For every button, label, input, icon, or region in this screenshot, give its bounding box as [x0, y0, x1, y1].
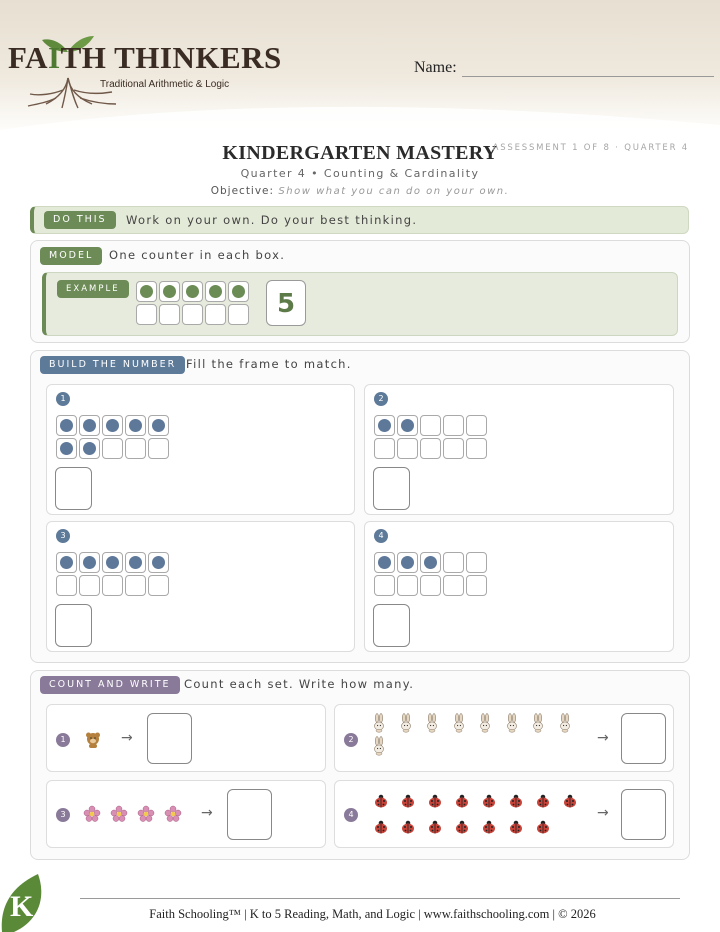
ten-frame-cell[interactable] [136, 281, 157, 302]
counter-dot [83, 556, 96, 569]
arrow-icon: → [121, 730, 133, 746]
ten-frame-cell[interactable] [420, 552, 441, 573]
count-card-4 [334, 780, 674, 848]
counter-dot [424, 556, 437, 569]
ten-frame-cell[interactable] [148, 575, 169, 596]
ten-frame[interactable] [374, 415, 487, 459]
flower-icon [164, 805, 191, 828]
count-pill: COUNT AND WRITE [40, 676, 180, 694]
item-number: 1 [56, 733, 70, 747]
bunny-icon [506, 713, 533, 736]
ladybug-icon [454, 819, 481, 845]
answer-box[interactable] [621, 789, 666, 840]
ten-frame-cell[interactable] [125, 552, 146, 573]
ten-frame-cell[interactable] [182, 304, 203, 325]
ten-frame-cell[interactable] [228, 281, 249, 302]
ten-frame-cell[interactable] [182, 281, 203, 302]
ten-frame-cell[interactable] [443, 552, 464, 573]
count-card-3 [46, 780, 326, 848]
ten-frame-cell[interactable] [102, 415, 123, 436]
answer-box[interactable] [55, 467, 92, 510]
example-ten-frame [136, 281, 249, 325]
ten-frame[interactable] [56, 415, 169, 459]
answer-box[interactable] [621, 713, 666, 764]
counter-dot [378, 419, 391, 432]
counter-dot [60, 442, 73, 455]
ten-frame-cell[interactable] [374, 415, 395, 436]
ten-frame-cell[interactable] [148, 552, 169, 573]
build-text: Fill the frame to match. [186, 357, 352, 371]
ten-frame-cell[interactable] [443, 415, 464, 436]
ladybug-icon [373, 819, 400, 845]
ten-frame-cell[interactable] [205, 281, 226, 302]
ten-frame[interactable] [56, 552, 169, 596]
brand-tagline: Traditional Arithmetic & Logic [100, 79, 230, 90]
ladybug-icon [454, 793, 481, 819]
ten-frame-cell[interactable] [56, 415, 77, 436]
name-label: Name: [414, 59, 457, 76]
counter-dot [232, 285, 245, 298]
ten-frame-cell[interactable] [159, 281, 180, 302]
arrow-icon: → [201, 805, 213, 821]
counter-dot [83, 442, 96, 455]
build-card-1 [46, 384, 355, 515]
model-text: One counter in each box. [109, 248, 286, 262]
counter-dot [129, 556, 142, 569]
do-this-pill: DO THIS [44, 211, 116, 229]
counter-dot [106, 419, 119, 432]
page-title: KINDERGARTEN MASTERY [222, 142, 498, 164]
counter-dot [152, 419, 165, 432]
ladybug-icon [373, 793, 400, 819]
flower-icon [110, 805, 137, 828]
ten-frame-cell[interactable] [56, 575, 77, 596]
ten-frame-cell[interactable] [228, 304, 249, 325]
ten-frame-cell[interactable] [466, 552, 487, 573]
example-pill: EXAMPLE [57, 280, 129, 298]
counter-dot [401, 419, 414, 432]
ten-frame-cell[interactable] [374, 552, 395, 573]
ten-frame-cell[interactable] [466, 415, 487, 436]
build-pill: BUILD THE NUMBER [40, 356, 185, 374]
ten-frame-cell[interactable] [79, 415, 100, 436]
counter-dot [152, 556, 165, 569]
assessment-label: ASSESSMENT 1 OF 8 · QUARTER 4 [492, 143, 689, 153]
ten-frame-cell[interactable] [420, 415, 441, 436]
item-number: 1 [56, 392, 70, 406]
objective-line [0, 185, 720, 197]
ladybug-icon [481, 819, 508, 845]
ladybug-icon [400, 819, 427, 845]
item-number: 2 [344, 733, 358, 747]
arrow-icon: → [597, 730, 609, 746]
object-set [373, 793, 597, 845]
count-text: Count each set. Write how many. [184, 677, 415, 691]
counter-dot [378, 556, 391, 569]
answer-box[interactable] [227, 789, 272, 840]
model-pill: MODEL [40, 247, 102, 265]
answer-box[interactable] [373, 467, 410, 510]
counter-dot [83, 419, 96, 432]
ten-frame-cell[interactable] [159, 304, 180, 325]
ten-frame-cell[interactable] [79, 552, 100, 573]
teddy-bear-icon [85, 731, 112, 754]
ladybug-icon [481, 793, 508, 819]
ten-frame-cell[interactable] [56, 438, 77, 459]
build-card-3 [46, 521, 355, 652]
object-set [373, 713, 597, 759]
bunny-icon [373, 736, 400, 759]
object-set [83, 805, 203, 828]
ladybug-icon [400, 793, 427, 819]
ten-frame-cell[interactable] [443, 575, 464, 596]
objective-text: Show what you can do on your own. [278, 186, 510, 197]
ten-frame-cell[interactable] [397, 415, 418, 436]
objective-label: Objective: [210, 185, 275, 197]
bunny-icon [400, 713, 427, 736]
counter-dot [106, 556, 119, 569]
bunny-icon [373, 713, 400, 736]
ladybug-icon [562, 793, 589, 819]
count-card-1 [46, 704, 326, 772]
ten-frame-cell[interactable] [56, 552, 77, 573]
ten-frame-cell[interactable] [397, 552, 418, 573]
ten-frame-cell[interactable] [420, 575, 441, 596]
ten-frame-cell[interactable] [125, 438, 146, 459]
item-number: 4 [374, 529, 388, 543]
ten-frame-cell[interactable] [148, 438, 169, 459]
item-number: 3 [56, 808, 70, 822]
page-subtitle: Quarter 4 • Counting & Cardinality [240, 167, 480, 180]
ten-frame-cell[interactable] [397, 575, 418, 596]
footer-divider [80, 898, 680, 899]
answer-box[interactable] [147, 713, 192, 764]
ten-frame-cell[interactable] [102, 552, 123, 573]
bunny-icon [453, 713, 480, 736]
ten-frame-cell[interactable] [79, 575, 100, 596]
ten-frame-cell[interactable] [466, 575, 487, 596]
counter-dot [129, 419, 142, 432]
object-set [85, 731, 145, 754]
ten-frame-cell[interactable] [148, 415, 169, 436]
count-card-2 [334, 704, 674, 772]
counter-dot [140, 285, 153, 298]
flower-icon [83, 805, 110, 828]
footer-text: Faith Schooling™ | K to 5 Reading, Math, and Logic | www.faithschooling.com | © 2026 [149, 907, 596, 921]
build-card-2 [364, 384, 674, 515]
example-box [42, 272, 678, 336]
bunny-icon [559, 713, 586, 736]
footer-logo-icon [0, 870, 52, 932]
example-answer: 5 [266, 280, 306, 326]
ladybug-icon [427, 819, 454, 845]
bunny-icon [479, 713, 506, 736]
ten-frame-cell[interactable] [125, 415, 146, 436]
counter-dot [60, 556, 73, 569]
ten-frame-cell[interactable] [136, 304, 157, 325]
flower-icon [137, 805, 164, 828]
ten-frame-cell[interactable] [102, 438, 123, 459]
counter-dot [163, 285, 176, 298]
counter-dot [60, 419, 73, 432]
item-number: 3 [56, 529, 70, 543]
counter-dot [209, 285, 222, 298]
ten-frame-cell[interactable] [420, 438, 441, 459]
ladybug-icon [535, 819, 562, 845]
ten-frame-cell[interactable] [102, 575, 123, 596]
name-field[interactable] [462, 76, 714, 77]
ten-frame[interactable] [374, 552, 487, 596]
do-this-text: Work on your own. Do your best thinking. [126, 213, 418, 227]
ten-frame-cell[interactable] [374, 575, 395, 596]
build-card-4 [364, 521, 674, 652]
item-number: 2 [374, 392, 388, 406]
bunny-icon [532, 713, 559, 736]
ladybug-icon [508, 819, 535, 845]
ladybug-icon [535, 793, 562, 819]
ten-frame-cell[interactable] [466, 438, 487, 459]
ten-frame-cell[interactable] [443, 438, 464, 459]
counter-dot [186, 285, 199, 298]
svg-text:K: K [10, 890, 34, 923]
do-this-banner [30, 206, 689, 234]
ten-frame-cell[interactable] [397, 438, 418, 459]
ten-frame-cell[interactable] [374, 438, 395, 459]
bunny-icon [426, 713, 453, 736]
ten-frame-cell[interactable] [79, 438, 100, 459]
answer-box[interactable] [55, 604, 92, 647]
item-number: 4 [344, 808, 358, 822]
ten-frame-cell[interactable] [125, 575, 146, 596]
arrow-icon: → [597, 805, 609, 821]
answer-box[interactable] [373, 604, 410, 647]
ladybug-icon [427, 793, 454, 819]
ladybug-icon [508, 793, 535, 819]
ten-frame-cell[interactable] [205, 304, 226, 325]
brand-logo-text: FAITH THINKERS [8, 40, 282, 75]
counter-dot [401, 556, 414, 569]
